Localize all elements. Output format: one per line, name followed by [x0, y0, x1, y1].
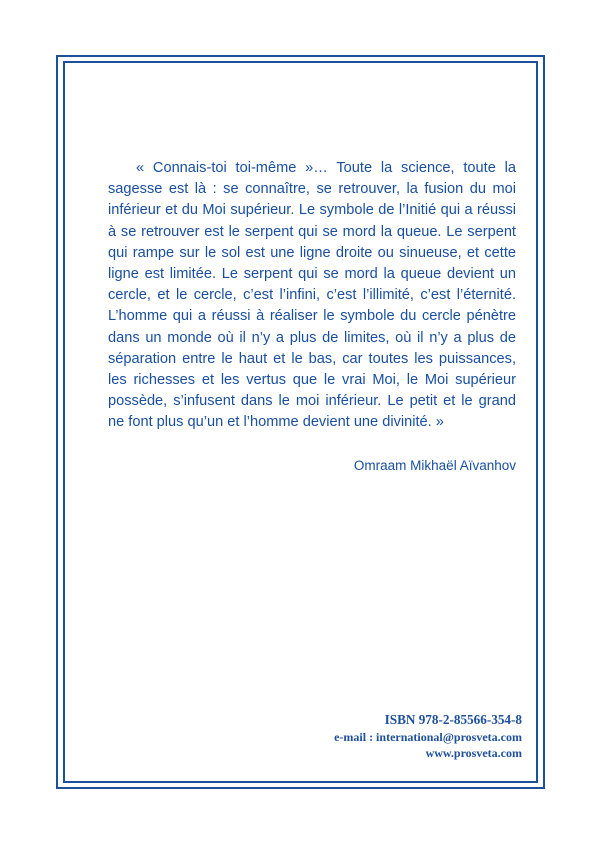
quote-author: Omraam Mikhaël Aïvanhov — [353, 458, 516, 473]
quote-paragraph: « Connais-toi toi-même »… Toute la science, toute la sagesse est là : se connaître, se retrouver, la fusion du moi inférieur et du Moi supérieur. Le symbole de l’Initié qui a réussi à se retrouver est le serpent qui se mord la queue. Le serpent qui rampe sur le sol est une ligne droite ou sinueuse, et cette ligne est limitée. Le serpent qui se mord la queue devient un cercle, et le cercle, c’est l’infini, c’est l’illimité, c’est l’éternité. L’homme qui a réussi à réaliser le symbole du cercle pénètre dans un monde où il n’y a plus de limites, où il n’y a plus de séparation entre le haut et le bas, car toutes les puissances, les richesses et les vertus que le vrai Moi, le Moi supérieur possède, s’infusent dans le moi inférieur. Le petit et le grand ne font plus qu’un et l’homme devient une divinité. » — [108, 160, 516, 431]
contact-email: e-mail : international@prosveta.com — [334, 730, 522, 744]
publisher-info — [334, 711, 522, 761]
publisher-website: www.prosveta.com — [425, 746, 522, 760]
isbn-number: ISBN 978-2-85566-354-8 — [384, 712, 522, 727]
